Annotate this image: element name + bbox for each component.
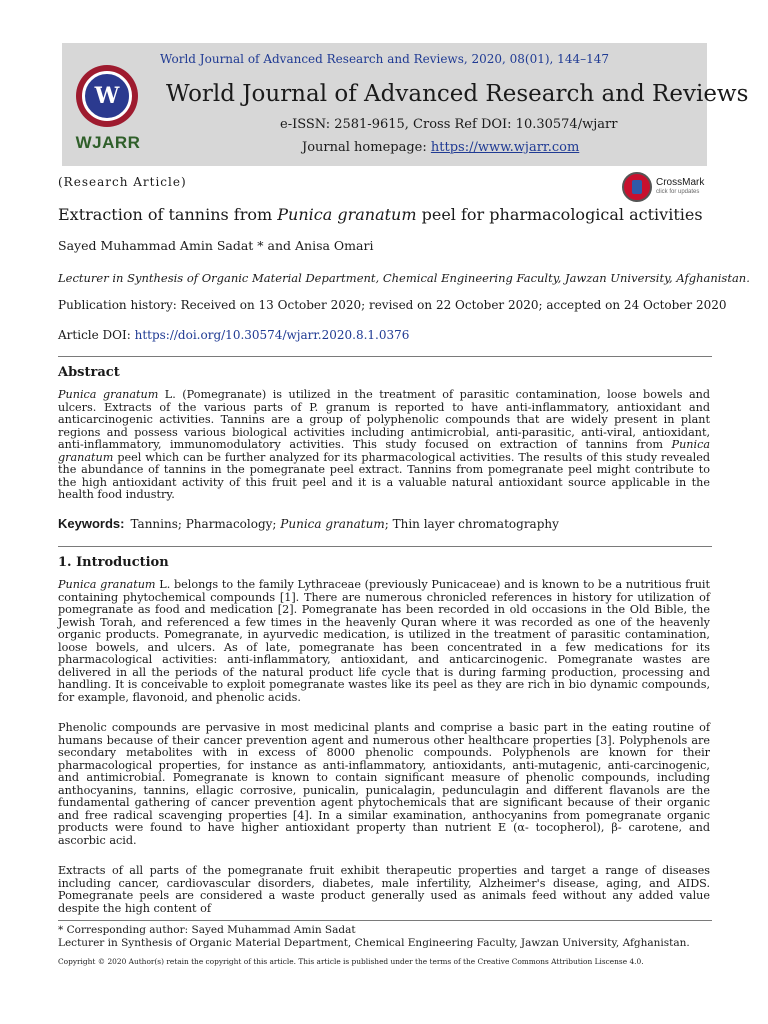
- crossmark-button[interactable]: [622, 172, 712, 204]
- journal-header: [62, 43, 749, 166]
- introduction-heading: 1. Introduction: [58, 555, 169, 570]
- logo-letter: W: [82, 71, 132, 121]
- intro-part: L. belongs to the family Lythraceae (previously Punicaceae) and is known to be a nutritious fruit containing phytochemical compounds [1]. There are numerous chronicled references in history for utilization of pomegranate as food and medication [2]. Pomegranate has been recorded in old occasions in the Old Bible, the Jewish Torah, and referenced a few times in the heavenly Quran where it was recorded as one of the heavenly organic products. Pomegranate, in ayurvedic medication, is utilized in the treatment of parasitic contamination, loose bowels, and ulcers. As of late, pomegranate has been concentrated in a few medications for its pharmacological activities: anti-inflammatory, antioxidant, and anticarcinogenic. Pomegranate wastes are delivered in all the periods of the natural product life cycle that is during farming production, processing and handling. It is conceivable to exploit pomegranate wastes like its peel as they are rich in bio dynamic compounds, for example, flavonoid, and phenolic acids.: [58, 578, 710, 704]
- journal-title: World Journal of Advanced Research and Reviews: [166, 81, 749, 107]
- abstract-species: Punica granatum: [58, 438, 710, 464]
- doi-label: Article DOI:: [58, 328, 135, 342]
- abstract-part: L. (Pomegranate) is utilized in the treatment of parasitic contamination, loose bowels and ulcers. Extracts of the various parts of P. granum is reported to have anti-inflammatory, antioxidant and anticarcinogenic activities. Tannins are a group of polyphenolic compounds that are widely present in plant regions and possess various biological activities including antimicrobial, anti-parasitic, anti-viral, antioxidant, anti-inflammatory, immunomodulatory activities. This study focused on extraction of tannins from: [58, 388, 710, 452]
- issn-line: e-ISSN: 2581-9615, Cross Ref DOI: 10.30574/wjarr: [280, 117, 618, 132]
- crossmark-label: CrossMark: [656, 177, 705, 188]
- divider: [58, 546, 712, 547]
- publication-history: Publication history: Received on 13 October 2020; revised on 22 October 2020; accepted on 24 October 2020: [58, 298, 727, 312]
- introduction-paragraph-3: Extracts of all parts of the pomegranate fruit exhibit therapeutic properties and target a range of diseases including cancer, cardiovascular disorders, diabetes, male infertility, Alzheimer's disease, aging, and AIDS. Pomegranate peels are considered a waste product generally used as animals feed without any added value despite the high content of: [58, 864, 710, 915]
- intro-species: Punica granatum: [58, 578, 156, 591]
- abstract-species: Punica granatum: [58, 388, 159, 401]
- keywords-label: Keywords:: [58, 516, 125, 531]
- journal-logo: [68, 65, 150, 157]
- article-doi: [58, 328, 409, 342]
- affiliation: Lecturer in Synthesis of Organic Material Department, Chemical Engineering Faculty, Jawzan University, Afghanistan.: [58, 271, 750, 285]
- article-title: [58, 205, 703, 224]
- title-species: Punica granatum: [277, 205, 417, 224]
- title-part: Extraction of tannins from: [58, 205, 278, 224]
- title-part: peel for pharmacological activities: [416, 205, 703, 224]
- keywords: [58, 516, 559, 531]
- footnote-affiliation: Lecturer in Synthesis of Organic Material Department, Chemical Engineering Faculty, Jawzan University, Afghanistan.: [58, 937, 690, 949]
- corresponding-author: * Corresponding author: Sayed Muhammad Amin Sadat: [58, 924, 356, 936]
- abstract-text: [58, 389, 710, 502]
- doi-link[interactable]: https://doi.org/10.30574/wjarr.2020.8.1.0376: [134, 328, 410, 342]
- logo-text: WJARR: [75, 133, 141, 152]
- crossmark-sublabel: click for updates: [656, 189, 700, 195]
- journal-citation: World Journal of Advanced Research and Reviews, 2020, 08(01), 144–147: [159, 52, 609, 66]
- keywords-part: ; Thin layer chromatography: [384, 517, 559, 531]
- abstract-heading: Abstract: [58, 365, 120, 380]
- homepage-link[interactable]: https://www.wjarr.com: [430, 140, 580, 155]
- journal-homepage: [302, 140, 579, 155]
- article-type: (Research Article): [58, 175, 187, 189]
- copyright-notice: Copyright © 2020 Author(s) retain the copyright of this article. This article is published under the terms of the Creative Commons Attribution Liscense 4.0.: [58, 957, 644, 966]
- keywords-species: Punica granatum: [280, 517, 385, 531]
- introduction-paragraph-1: [58, 579, 710, 704]
- homepage-label: Journal homepage:: [302, 140, 427, 155]
- abstract-part: peel which can be further analyzed for its pharmacological activities. The results of this study revealed the abundance of tannins in the pomegranate peel extract. Tannins from pomegranate peel might contribute to the high antioxidant activity of this fruit peel and it is a valuable natural antioxidant source applicable in the health food industry.: [58, 450, 710, 502]
- keywords-part: Tannins; Pharmacology;: [130, 517, 281, 531]
- footnote-divider: [58, 920, 712, 921]
- logo-ring-icon: [76, 65, 138, 127]
- crossmark-icon: [622, 172, 652, 202]
- authors: Sayed Muhammad Amin Sadat * and Anisa Omari: [58, 238, 374, 253]
- divider: [58, 356, 712, 357]
- introduction-paragraph-2: Phenolic compounds are pervasive in most medicinal plants and comprise a basic part in the eating routine of humans because of their cancer prevention agent and numerous other healthcare properties [3]. Polyphenols are secondary metabolites with in excess of 8000 phenolic compounds. Polyphenols are known for their pharmacological properties, for instance as anti-inflammatory, antioxidants, anti-mutagenic, anti-carcinogenic, and antimicrobial. Pomegranate is known to contain significant measure of phenolic compounds, including anthocyanins, tannins, ellagic corrosive, punicalin, punicalagin, pedunculagin and different flavanols are the fundamental gathering of cancer prevention agent phytochemicals that are significant because of their organic and free radical scavenging properties [4]. In a similar examination, anthocyanins from pomegranate organic products were found to have higher antioxidant property than nutrient E (α- tocopherol), β- carotene, and ascorbic acid.: [58, 721, 710, 847]
